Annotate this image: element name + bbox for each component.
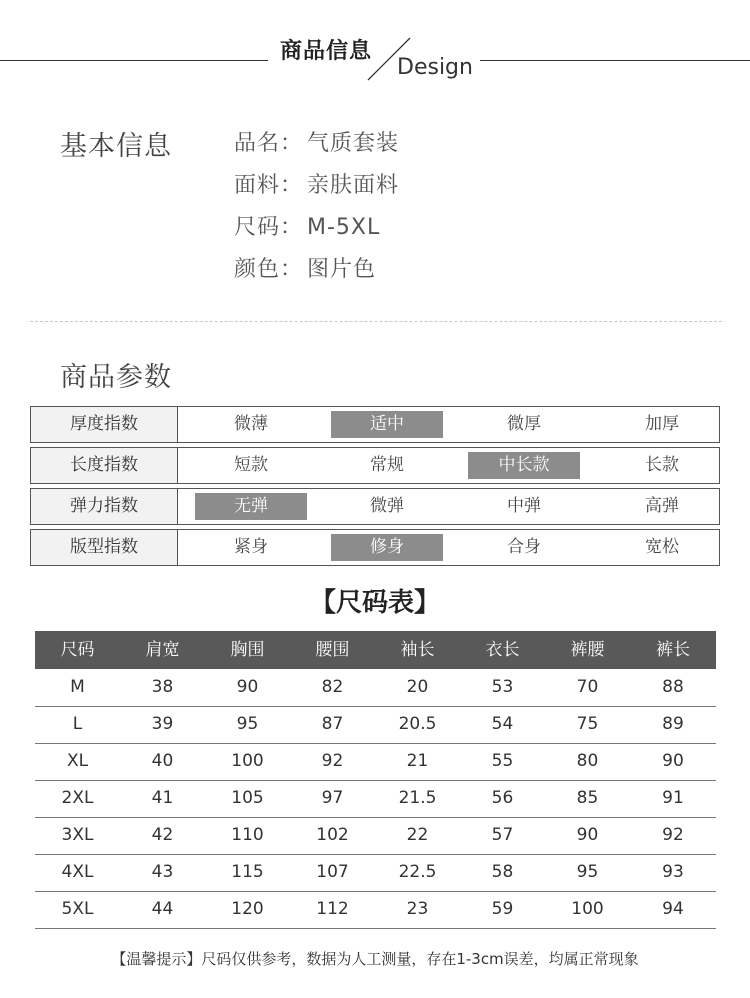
table-cell: 40 — [151, 751, 174, 771]
table-cell: 115 — [231, 862, 264, 882]
table-cell: 56 — [491, 788, 514, 808]
table-cell: 95 — [236, 714, 259, 734]
param-option: 微厚 — [507, 414, 541, 434]
info-value: 气质套装 — [307, 131, 400, 156]
table-cell: 44 — [151, 899, 174, 919]
info-value: 亲肤面料 — [307, 173, 400, 198]
table-cell: 58 — [491, 862, 514, 882]
table-row — [35, 780, 716, 818]
table-cell: 90 — [576, 825, 599, 845]
size-table-header-cell: 胸围 — [230, 640, 265, 660]
info-label: 尺码： — [234, 215, 304, 240]
param-option: 紧身 — [234, 537, 268, 557]
param-row-length — [30, 447, 720, 484]
table-cell: 120 — [231, 899, 264, 919]
table-cell: 80 — [576, 751, 599, 771]
size-chart-title: 【尺码表】 — [309, 588, 440, 618]
table-cell: 20 — [406, 677, 429, 697]
param-option: 中长款 — [468, 452, 580, 479]
size-table-header-cell: 裤长 — [656, 640, 690, 660]
size-table-header-cell: 尺码 — [60, 640, 95, 660]
table-cell: 53 — [491, 677, 514, 697]
table-cell: 102 — [316, 825, 349, 845]
param-option: 短款 — [234, 455, 268, 475]
info-label: 面料： — [234, 173, 304, 198]
table-cell: 2XL — [61, 788, 94, 808]
param-option: 加厚 — [645, 414, 679, 434]
header-rule-left — [0, 60, 268, 61]
dashed-divider — [30, 321, 722, 322]
table-cell: 95 — [576, 862, 599, 882]
info-value: 图片色 — [307, 257, 377, 282]
table-cell: 92 — [662, 825, 684, 845]
table-row — [35, 891, 716, 929]
size-table-header-cell: 腰围 — [315, 640, 350, 660]
table-row — [35, 706, 716, 744]
info-label: 品名： — [234, 131, 304, 156]
size-table-header-cell: 裤腰 — [570, 640, 605, 660]
table-row — [35, 854, 716, 892]
table-cell: 90 — [236, 677, 259, 697]
table-cell: 41 — [151, 788, 174, 808]
param-option: 微弹 — [370, 496, 404, 516]
header-title: 商品信息 — [280, 39, 373, 64]
table-cell: 85 — [576, 788, 599, 808]
param-option: 常规 — [370, 455, 404, 475]
param-row-thickness — [30, 406, 720, 443]
table-cell: 87 — [321, 714, 344, 734]
param-option: 宽松 — [645, 537, 679, 557]
info-value: M-5XL — [307, 215, 381, 240]
table-cell: 91 — [662, 788, 684, 808]
table-row — [35, 817, 716, 855]
table-cell: 92 — [321, 751, 344, 771]
table-cell: 110 — [231, 825, 264, 845]
table-cell: 42 — [151, 825, 174, 845]
table-cell: 112 — [316, 899, 349, 919]
param-option: 合身 — [507, 537, 541, 557]
table-cell: 21.5 — [398, 788, 437, 808]
param-option: 适中 — [331, 411, 443, 438]
table-cell: 88 — [662, 677, 684, 697]
table-cell: 23 — [406, 899, 429, 919]
param-option: 微薄 — [234, 414, 268, 434]
table-cell: 57 — [491, 825, 514, 845]
table-cell: 39 — [151, 714, 174, 734]
table-cell: 93 — [662, 862, 684, 882]
info-row-color — [234, 252, 376, 283]
table-cell: 89 — [662, 714, 684, 734]
param-label: 长度指数 — [31, 448, 178, 483]
table-cell: 100 — [231, 751, 264, 771]
table-cell: 75 — [576, 714, 599, 734]
table-cell: 43 — [151, 862, 174, 882]
param-row-fit — [30, 529, 720, 566]
table-cell: XL — [66, 751, 89, 771]
header-subtitle: Design — [397, 55, 473, 80]
params-title: 商品参数 — [60, 362, 172, 393]
table-cell: 59 — [491, 899, 514, 919]
table-cell: 5XL — [61, 899, 94, 919]
table-cell: 54 — [491, 714, 514, 734]
info-row-size — [234, 210, 380, 241]
param-label: 弹力指数 — [31, 489, 178, 524]
param-option: 长款 — [645, 455, 679, 475]
table-cell: 105 — [231, 788, 264, 808]
size-table-header — [35, 631, 716, 669]
table-cell: 3XL — [61, 825, 94, 845]
param-row-elasticity — [30, 488, 720, 525]
table-cell: 22 — [406, 825, 429, 845]
info-row-fabric — [234, 168, 399, 199]
param-option: 无弹 — [195, 493, 307, 520]
table-cell: 38 — [151, 677, 174, 697]
table-cell: 94 — [662, 899, 684, 919]
table-row — [35, 743, 716, 781]
param-label: 版型指数 — [31, 530, 178, 565]
footnote: 【温馨提示】尺码仅供参考，数据为人工测量，存在1-3cm误差，均属正常现象 — [111, 950, 639, 968]
size-table-header-cell: 肩宽 — [145, 640, 180, 660]
table-cell: 100 — [571, 899, 604, 919]
table-cell: 20.5 — [398, 714, 437, 734]
header-rule-right — [480, 60, 750, 61]
table-cell: M — [70, 677, 85, 697]
table-cell: 4XL — [61, 862, 94, 882]
table-cell: 21 — [406, 751, 429, 771]
param-option: 高弹 — [645, 496, 679, 516]
info-row-name — [234, 126, 399, 157]
table-cell: 22.5 — [398, 862, 437, 882]
size-table-header-cell: 衣长 — [485, 640, 520, 660]
info-label: 颜色： — [234, 257, 304, 282]
param-option: 中弹 — [507, 496, 541, 516]
size-table-header-cell: 袖长 — [400, 640, 435, 660]
param-option: 修身 — [331, 534, 443, 561]
table-cell: L — [72, 714, 83, 734]
table-cell: 107 — [316, 862, 349, 882]
table-cell: 97 — [321, 788, 344, 808]
table-cell: 90 — [662, 751, 684, 771]
table-cell: 82 — [321, 677, 344, 697]
table-row — [35, 669, 716, 707]
param-label: 厚度指数 — [31, 407, 178, 442]
table-cell: 70 — [576, 677, 599, 697]
table-cell: 55 — [491, 751, 514, 771]
basic-info-title: 基本信息 — [60, 131, 172, 162]
